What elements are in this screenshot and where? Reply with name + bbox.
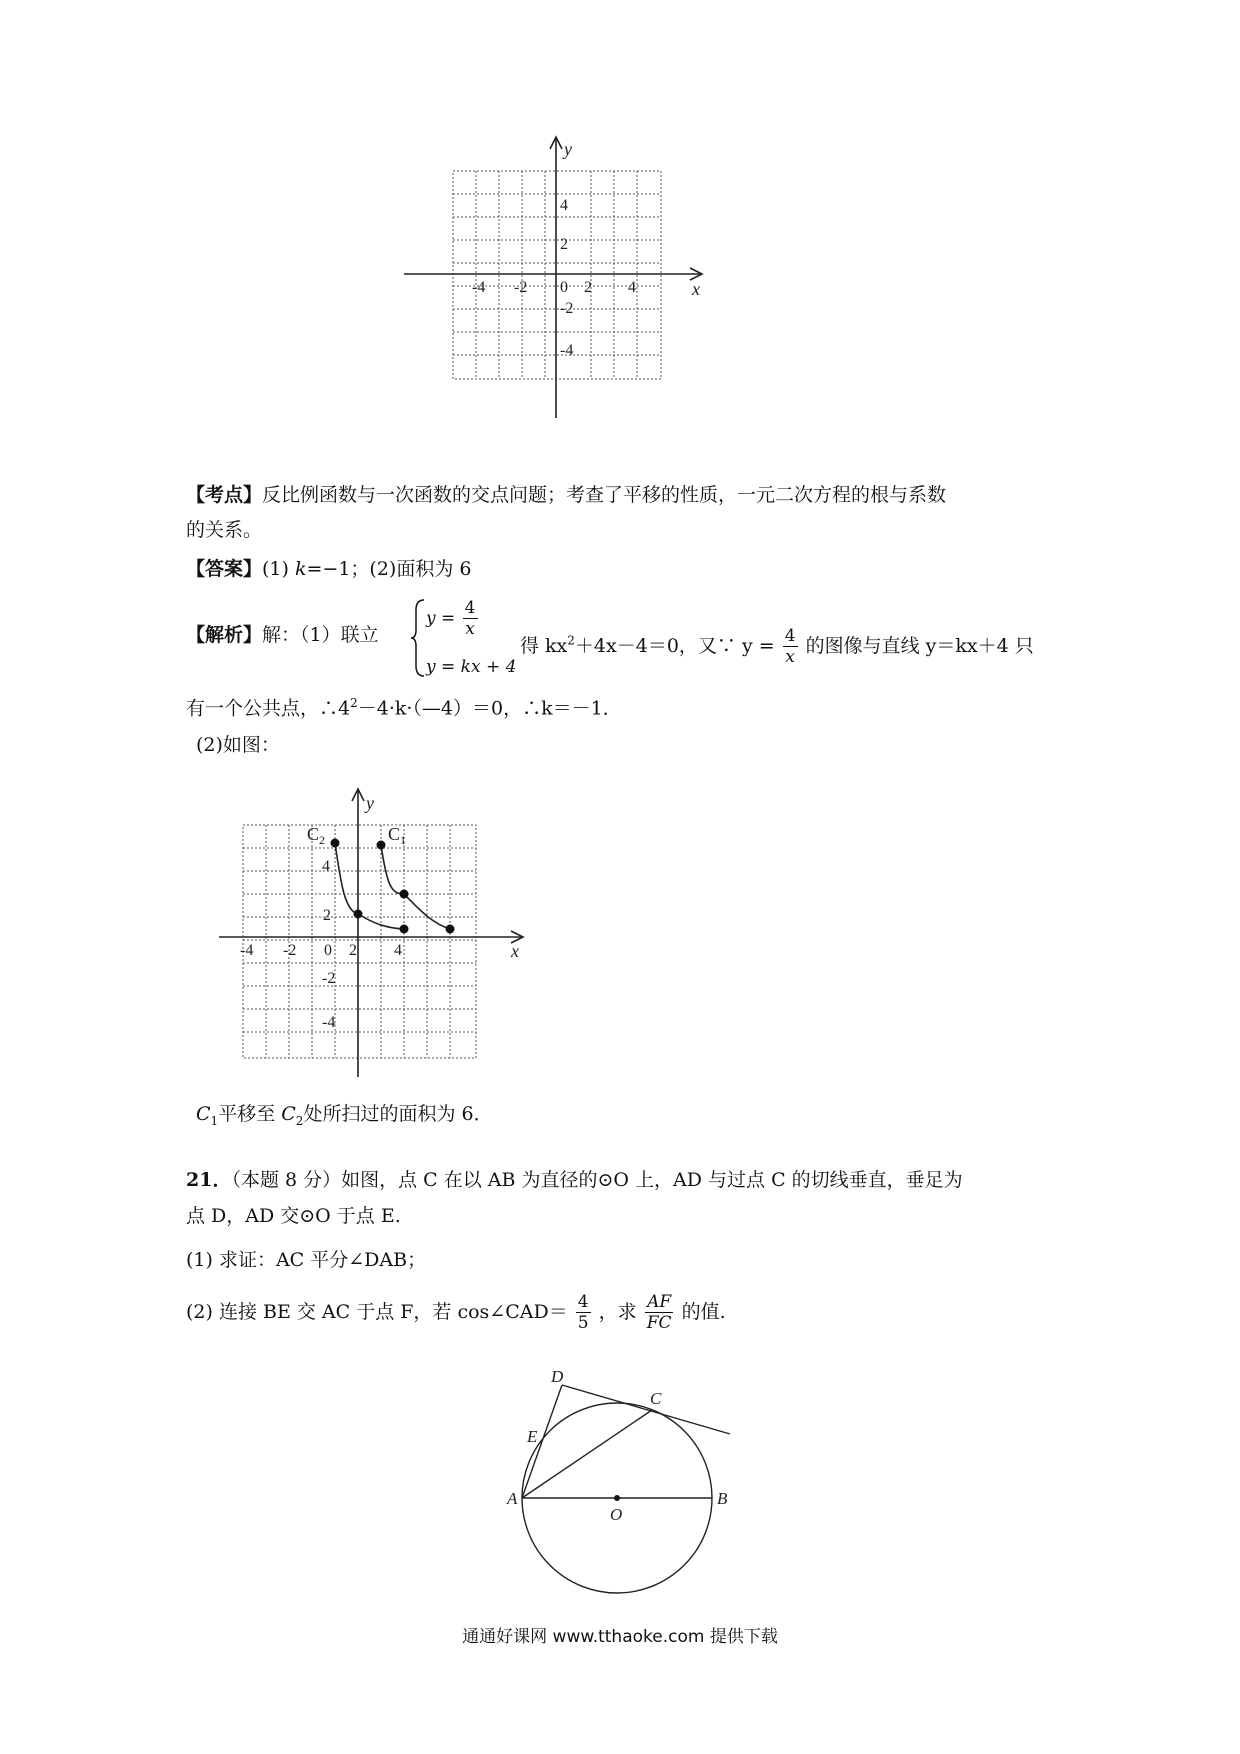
- q21-cos-den: 5: [577, 1313, 589, 1334]
- system-eq-1-lhs: y =: [426, 608, 456, 629]
- jiexi-line2-sup: 2: [350, 696, 358, 710]
- jiexi-line2: 有一个公共点，∴4: [186, 697, 351, 720]
- graph-1: [400, 135, 720, 425]
- point-c2-1: [331, 839, 340, 848]
- kaodian-text-1: 反比例函数与一次函数的交点问题；考查了平移的性质，一元二次方程的根与系数: [262, 484, 947, 506]
- jiexi-line-1-rest: [520, 626, 1034, 668]
- graph-2-axes: [219, 789, 523, 1077]
- graph-1-y-label: y: [564, 139, 572, 159]
- graph-2-tick-x-4: 4: [394, 942, 402, 959]
- daan-line: [186, 560, 471, 579]
- jiexi-line-2: [186, 697, 622, 718]
- q21-ratio-num: AF: [647, 1292, 672, 1312]
- q21-ratio-frac: [645, 1292, 674, 1334]
- center-o: [614, 1495, 620, 1501]
- graph-2-tick-y-neg4: -4: [322, 1014, 336, 1031]
- kaodian-text-2: 的关系。: [186, 519, 263, 541]
- label-d: D: [551, 1367, 564, 1386]
- graph-2-tick-y-neg2: -2: [322, 970, 336, 987]
- point-c2-3: [400, 925, 409, 934]
- graph-1-tick-x-2: 2: [584, 279, 592, 296]
- conclusion-c2-sub: 2: [295, 1113, 304, 1128]
- jiexi-frac-den: x: [785, 647, 795, 668]
- q21-sub-2: [186, 1292, 726, 1334]
- daan-label: 【答案】: [186, 558, 263, 580]
- q21-sub2-b: ，求: [598, 1300, 637, 1323]
- conclusion-c2: C: [281, 1103, 296, 1125]
- graph-2: [215, 785, 535, 1080]
- graph-2-tick-x-2: 2: [349, 942, 357, 959]
- page-footer: 通通好课网 www.tthaoke.com 提供下载: [462, 1627, 778, 1647]
- conclusion-c1-sub: 1: [210, 1113, 219, 1128]
- graph-1-axes: [404, 137, 702, 418]
- q21-ratio-den: FC: [646, 1313, 672, 1334]
- jiexi-frac-num: 4: [784, 626, 796, 646]
- circle-figure: [495, 1350, 745, 1605]
- system-eq-1-num: 4: [464, 598, 476, 618]
- point-c1-1: [377, 841, 386, 850]
- q21-cos-num: 4: [577, 1292, 589, 1312]
- graph-2-label-c2: $C_2$: [307, 824, 326, 847]
- q21-cos-frac: [576, 1292, 591, 1334]
- graph-1-tick-x-neg4: -4: [472, 279, 486, 296]
- graph-1-tick-x-0: 0: [560, 279, 568, 296]
- jiexi-part2-label: (2)如图：: [196, 734, 280, 756]
- q21-line-1: [186, 1171, 963, 1190]
- graph-2-tick-x-0: 0: [324, 942, 332, 959]
- jiexi-frac: [783, 626, 798, 668]
- jiexi-label-line: [186, 626, 379, 645]
- graph-2-label-c1: $C_1$: [388, 824, 407, 847]
- jiexi-mid2: ＋4x－4＝0，又∵ y =: [574, 634, 775, 657]
- graph-2-x-label: x: [511, 941, 519, 961]
- conclusion-rest: 处所扫过的面积为 6．: [303, 1103, 493, 1125]
- graph-2-tick-x-neg4: -4: [240, 942, 254, 959]
- graph-1-tick-y-2: 2: [560, 236, 568, 253]
- label-c: C: [650, 1389, 662, 1408]
- graph-2-points: [331, 839, 455, 934]
- curve-c1: [381, 845, 450, 929]
- point-c2-2: [354, 910, 363, 919]
- q21-line-2: 点 D，AD 交⊙O 于点 E.: [186, 1205, 401, 1227]
- conclusion-line: [196, 1105, 493, 1127]
- graph-1-tick-y-neg4: -4: [560, 342, 574, 359]
- curve-c2: [335, 843, 404, 929]
- q21-sub2-c: 的值.: [681, 1300, 726, 1323]
- graph-1-tick-y-neg2: -2: [560, 300, 574, 317]
- system-eq-2: y = kx + 4: [426, 657, 517, 677]
- graph-2-curves: [335, 843, 450, 929]
- system-eq-1-den: x: [465, 619, 475, 640]
- graph-1-tick-y-4: 4: [560, 197, 568, 214]
- point-c1-2: [400, 890, 409, 899]
- graph-2-tick-x-neg2: -2: [283, 942, 297, 959]
- q21-sub2-a: (2) 连接 BE 交 AC 于点 F，若 cos∠CAD＝: [186, 1300, 568, 1323]
- daan-part1: (1): [262, 558, 295, 580]
- graph-1-tick-x-neg2: -2: [514, 279, 528, 296]
- label-a: A: [507, 1489, 518, 1508]
- jiexi-mid3: 的图像与直线 y＝kx＋4 只: [805, 634, 1034, 657]
- system-eq-1: [426, 598, 480, 640]
- graph-1-x-label: x: [692, 279, 700, 299]
- graph-1-grid: [453, 171, 661, 379]
- tangent-line: [562, 1385, 730, 1434]
- graph-2-tick-y-4: 4: [322, 858, 330, 875]
- point-c1-3: [446, 925, 455, 934]
- kaodian-line-1: [186, 486, 946, 505]
- conclusion-mid: 平移至: [218, 1103, 276, 1125]
- kaodian-line-2: [186, 521, 262, 540]
- kaodian-label: 【考点】: [186, 484, 263, 506]
- label-e: E: [527, 1427, 538, 1446]
- label-o: O: [610, 1505, 623, 1524]
- graph-1-tick-x-4: 4: [628, 279, 636, 296]
- system-eq-1-frac: [463, 598, 478, 640]
- daan-part2: =−1；(2)面积为 6: [306, 558, 472, 580]
- jiexi-mid1-sup: 2: [567, 633, 575, 648]
- graph-2-y-label: y: [366, 793, 374, 813]
- q21-number: 21．: [186, 1169, 232, 1191]
- jiexi-intro: 解：（1）联立: [262, 624, 379, 646]
- q21-sub-1: (1) 求证：AC 平分∠DAB；: [186, 1249, 427, 1271]
- jiexi-line2-rest: －4·k·（—4）＝0，∴k＝－1．: [357, 697, 622, 720]
- segment-ac: [522, 1410, 652, 1498]
- jiexi-mid1: 得 kx: [520, 634, 568, 657]
- jiexi-label: 【解析】: [186, 624, 263, 646]
- graph-2-grid: [243, 825, 476, 1058]
- system-brace: [410, 598, 426, 678]
- daan-k: k: [294, 558, 307, 580]
- graph-2-tick-y-2: 2: [323, 907, 331, 924]
- label-b: B: [717, 1489, 728, 1508]
- q21-text-1: （本题 8 分）如图，点 C 在以 AB 为直径的⊙O 上，AD 与过点 C 的切线垂直，垂足为: [231, 1169, 963, 1191]
- conclusion-c1: C: [196, 1103, 211, 1125]
